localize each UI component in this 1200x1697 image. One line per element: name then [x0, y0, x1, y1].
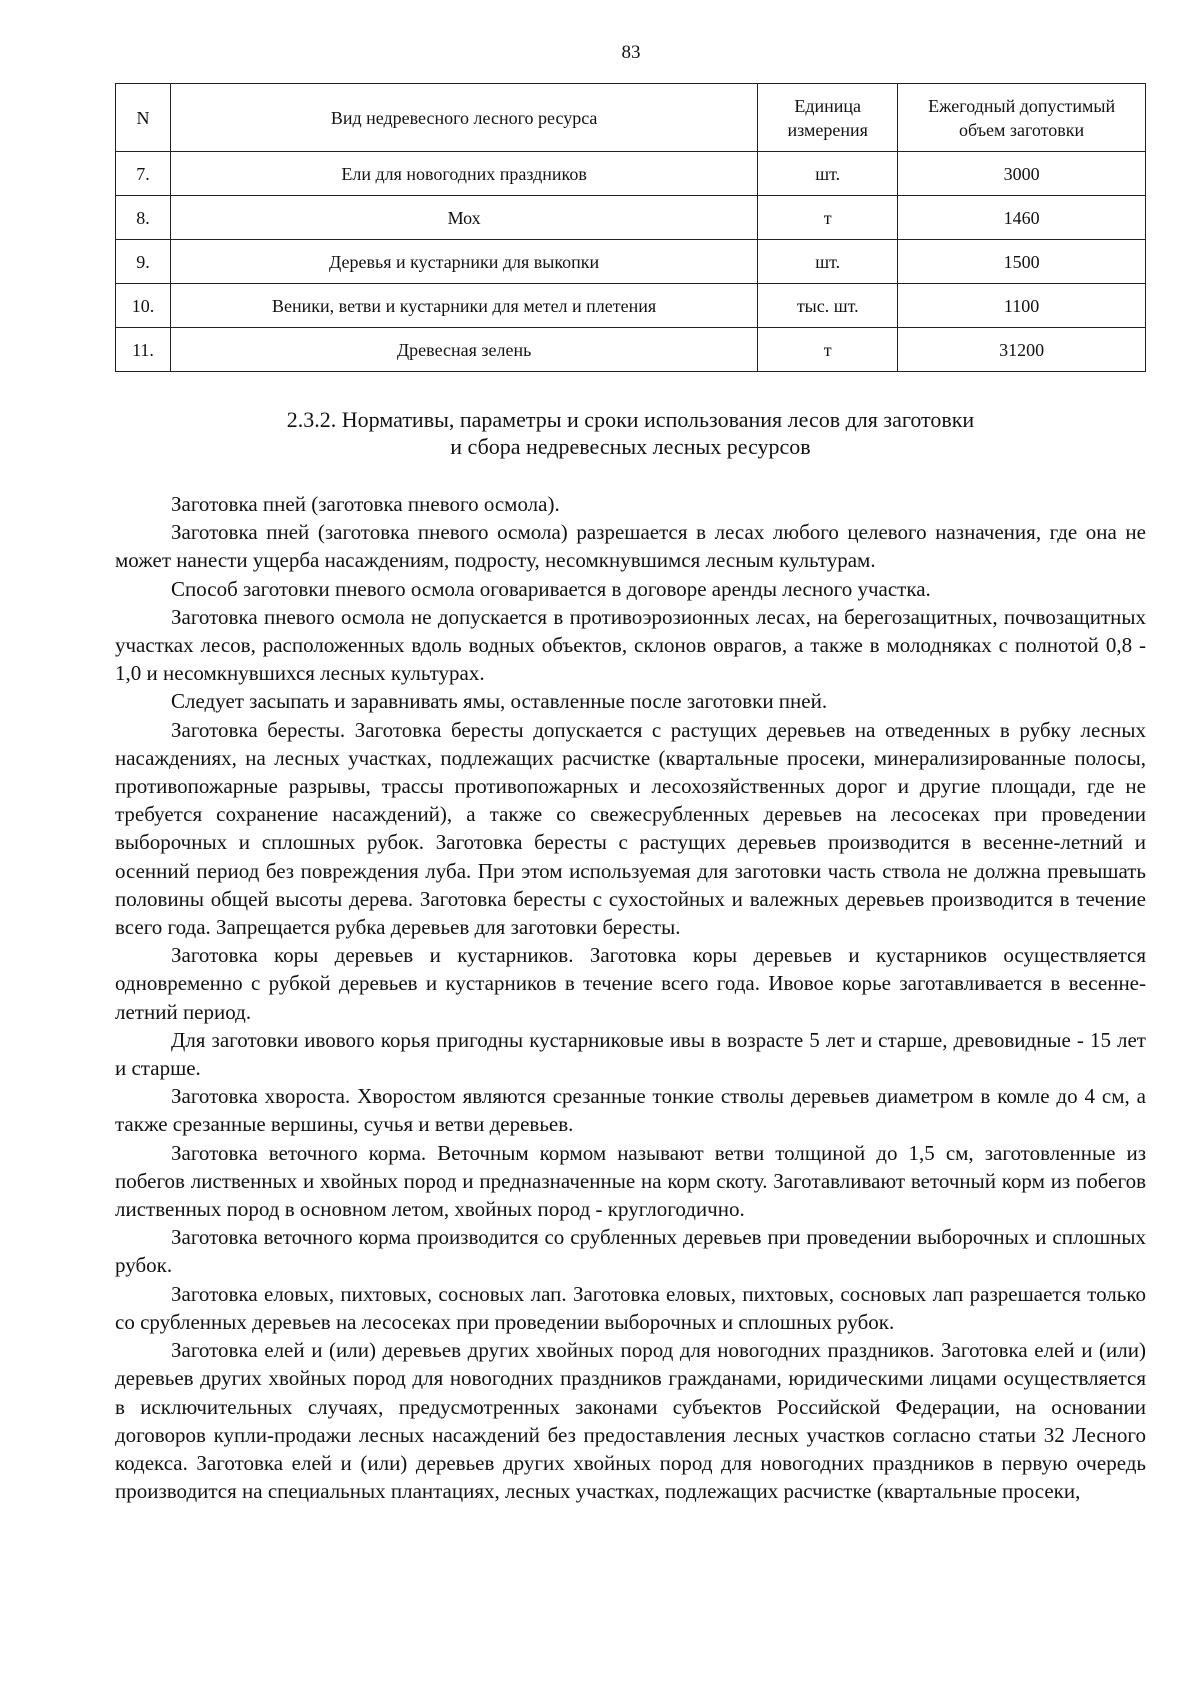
paragraph: Заготовка пней (заготовка пневого осмола) разрешается в лесах любого целевого назначения, где она не может нанести ущерба насаждениям, подросту, несомкнувшимся лесным культурам.: [115, 520, 1146, 573]
cell-n: 10.: [116, 284, 171, 328]
page-number: 83: [621, 42, 641, 63]
paragraph: Заготовка веточного корма производится со срубленных деревьев при проведении выборочных и сплошных рубок.: [115, 1225, 1146, 1278]
paragraph: Заготовка еловых, пихтовых, сосновых лап. Заготовка еловых, пихтовых, сосновых лап разрешается только со срубленных деревьев на лесосеках при проведении выборочных и сплошных рубок.: [115, 1281, 1146, 1334]
paragraph: Способ заготовки пневого осмола оговаривается в договоре аренды лесного участка.: [171, 576, 931, 601]
cell-volume: 1100: [898, 284, 1146, 328]
header-unit-line2: измерения: [787, 119, 868, 140]
cell-unit: т: [758, 328, 898, 372]
header-n: N: [116, 84, 171, 152]
header-unit-line1: Единица: [794, 95, 862, 116]
cell-resource-type: Ели для новогодних праздников: [170, 152, 757, 196]
cell-volume: 1460: [898, 196, 1146, 240]
header-volume-line1: Ежегодный допустимый: [928, 95, 1116, 116]
cell-volume: 3000: [898, 152, 1146, 196]
table-header-row: [116, 84, 1146, 152]
table-row: [116, 240, 1146, 284]
table-row: [116, 196, 1146, 240]
header-annual-volume: [898, 84, 1146, 152]
header-resource-type: Вид недревесного лесного ресурса: [170, 84, 757, 152]
cell-n: 9.: [116, 240, 171, 284]
header-unit: [758, 84, 898, 152]
paragraph: Заготовка бересты. Заготовка бересты допускается с растущих деревьев на отведенных в рубку лесных насаждениях, на лесных участках, подлежащих расчистке (квартальные просеки, минерализированные полосы, противопожарные разрывы, трассы противопожарных и лесохозяйственных дорог и другие площади, где не требуется сохранение насаждений), а также со свежесрубленных деревьев на лесосеках при проведении выборочных и сплошных рубок. Заготовка бересты с растущих деревьев производится в весенне-летний и осенний период без повреждения луба. При этом используемая для заготовки часть ствола не должна превышать половины общей высоты дерева. Заготовка бересты с сухостойных и валежных деревьев производится в течение всего года. Запрещается рубка деревьев для заготовки бересты.: [115, 717, 1146, 940]
cell-n: 7.: [116, 152, 171, 196]
paragraph: Заготовка пневого осмола не допускается в противоэрозионных лесах, на берегозащитных, почвозащитных участках лесов, расположенных вдоль водных объектов, склонов оврагов, а также в молодняках с полнотой 0,8 - 1,0 и несомкнувшихся лесных культурах.: [115, 604, 1146, 686]
section-title-line1: 2.3.2. Нормативы, параметры и сроки использования лесов для заготовки: [286, 407, 975, 432]
cell-unit: т: [758, 196, 898, 240]
cell-resource-type: Мох: [170, 196, 757, 240]
section-title: [115, 406, 1146, 460]
table-row: [116, 152, 1146, 196]
paragraph: Заготовка хвороста. Хворостом являются срезанные тонкие стволы деревьев диаметром в комле до 4 см, а также срезанные вершины, сучья и ветви деревьев.: [115, 1084, 1146, 1137]
paragraph: Заготовка коры деревьев и кустарников. Заготовка коры деревьев и кустарников осуществляется одновременно с рубкой деревьев и кустарников в течение всего года. Ивовое корье заготавливается в весенне-летний период.: [115, 943, 1146, 1024]
cell-n: 8.: [116, 196, 171, 240]
cell-unit: тыс. шт.: [758, 284, 898, 328]
header-volume-line2: объем заготовки: [958, 119, 1085, 140]
section-title-line2: и сбора недревесных лесных ресурсов: [450, 434, 811, 459]
cell-volume: 31200: [898, 328, 1146, 372]
cell-unit: шт.: [758, 152, 898, 196]
cell-resource-type: Древесная зелень: [170, 328, 757, 372]
paragraph: Заготовка елей и (или) деревьев других хвойных пород для новогодних праздников. Заготовка елей и (или) деревьев других хвойных пород для новогодних праздников гражданами, юридическими лицами осуществляется в исключительных случаях, предусмотренных законами субъектов Российской Федерации, на основании договоров купли-продажи лесных насаждений без предоставления лесных участков согласно статьи 32 Лесного кодекса. Заготовка елей и (или) деревьев других хвойных пород для новогодних праздников в первую очередь производится на специальных плантациях, лесных участках, подлежащих расчистке (квартальные просеки,: [115, 1338, 1146, 1504]
cell-volume: 1500: [898, 240, 1146, 284]
cell-resource-type: Веники, ветви и кустарники для метел и плетения: [170, 284, 757, 328]
cell-unit: шт.: [758, 240, 898, 284]
table-row: [116, 328, 1146, 372]
paragraph: Следует засыпать и заравнивать ямы, оставленные после заготовки пней.: [171, 689, 828, 714]
paragraph: Для заготовки ивового корья пригодны кустарниковые ивы в возрасте 5 лет и старше, древовидные - 15 лет и старше.: [115, 1027, 1146, 1081]
table-row: [116, 284, 1146, 328]
resource-table: [115, 83, 1146, 372]
paragraph: Заготовка пней (заготовка пневого осмола).: [171, 492, 560, 516]
paragraph: Заготовка веточного корма. Веточным кормом называют ветви толщиной до 1,5 см, заготовленные из побегов лиственных и хвойных пород и предназначенные на корм скоту. Заготавливают веточный корм из побегов лиственных пород в основном летом, хвойных пород - круглогодично.: [115, 1140, 1146, 1222]
body-text: [115, 490, 1146, 1505]
cell-resource-type: Деревья и кустарники для выкопки: [170, 240, 757, 284]
cell-n: 11.: [116, 328, 171, 372]
